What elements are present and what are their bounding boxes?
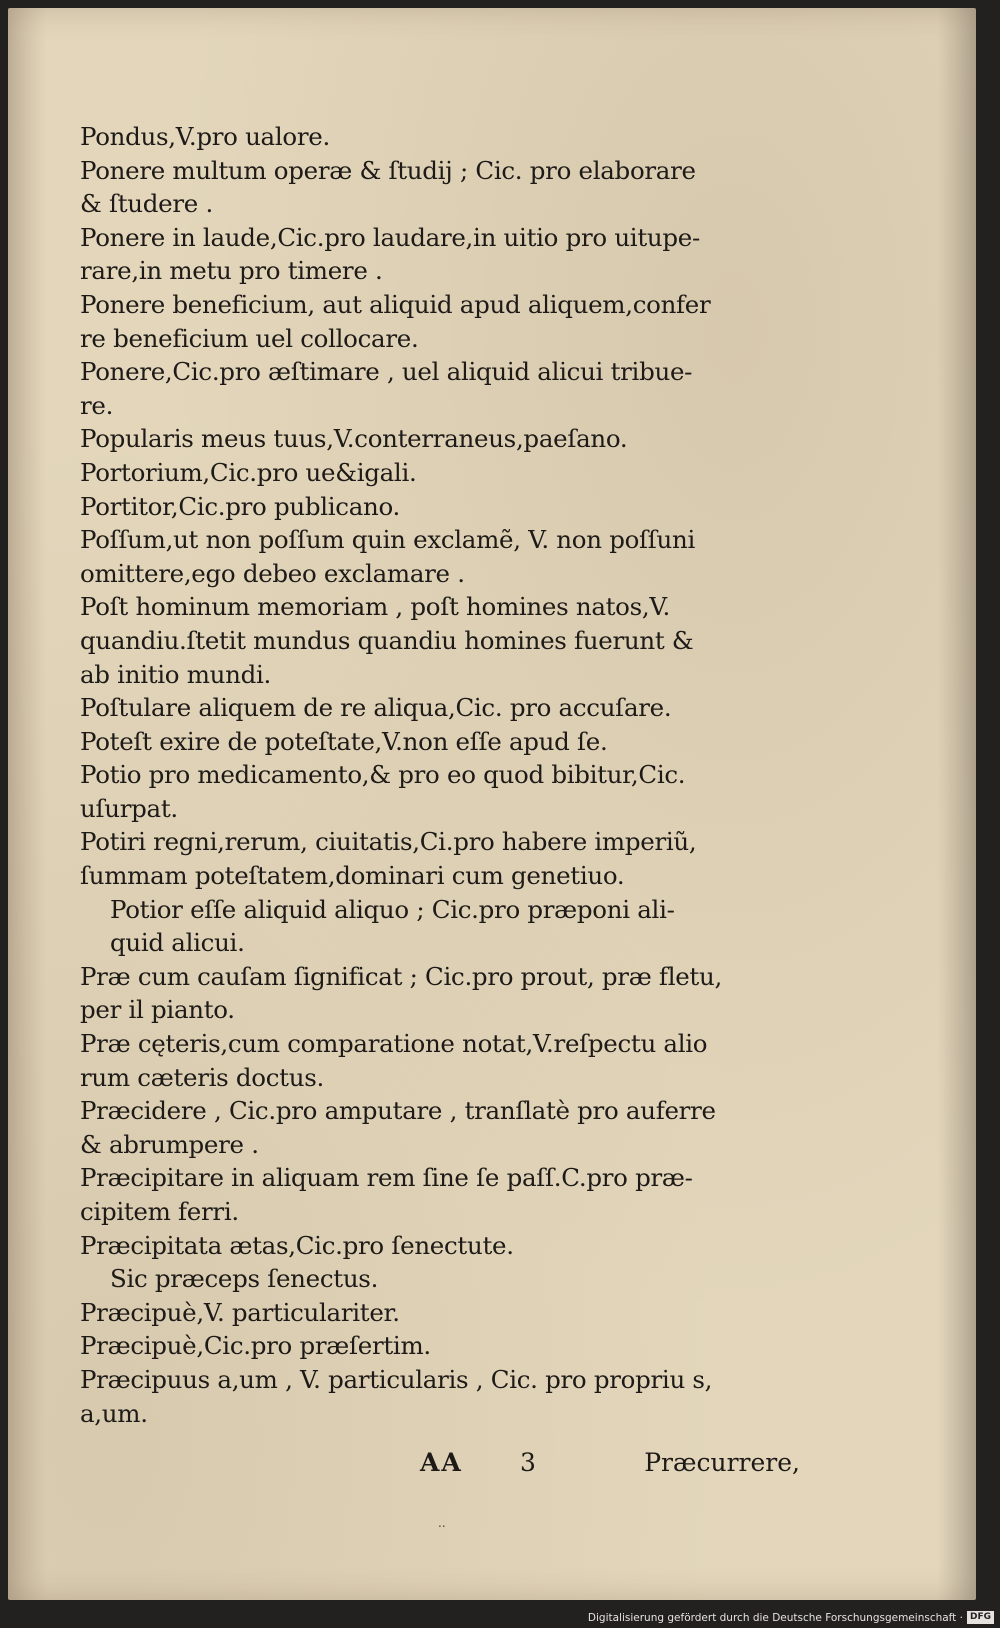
entry-line: & abrumpere .	[80, 1129, 259, 1159]
dictionary-entry	[80, 1296, 800, 1330]
signature-number: 3	[520, 1448, 536, 1477]
dictionary-entry	[80, 725, 800, 759]
attribution-text: Digitalisierung gefördert durch die Deutsche Forschungsgemeinschaft ·	[587, 1611, 963, 1624]
dictionary-entry	[80, 288, 800, 355]
entry-line: Potior eſſe aliquid aliquo ; Cic.pro præponi ali-	[110, 894, 675, 924]
dictionary-entry	[80, 1027, 800, 1094]
dictionary-entry	[80, 1229, 800, 1263]
dictionary-entry	[80, 154, 800, 221]
dictionary-entry	[80, 825, 800, 892]
catchword: Præcurrere,	[644, 1448, 800, 1477]
entry-line: cipitem ferri.	[80, 1197, 239, 1226]
entry-line: re.	[80, 390, 114, 420]
entry-line: & ſtudere .	[80, 189, 213, 219]
entry-line: Præcipitata ætas,Cic.pro ſenectute.	[80, 1230, 514, 1260]
entry-line: Pondus,V.pro ualore.	[80, 122, 330, 151]
signature-mark: AA	[420, 1448, 463, 1477]
dictionary-entry	[80, 590, 800, 691]
dictionary-entry	[80, 221, 800, 288]
dictionary-entry	[80, 1161, 800, 1228]
entry-line: quid alicui.	[110, 928, 245, 958]
entry-line: a,um.	[80, 1398, 148, 1428]
dictionary-entry	[80, 893, 800, 960]
page-footer	[80, 1448, 800, 1488]
dfg-logo: DFG	[967, 1611, 994, 1624]
page-mark: ..	[438, 1516, 446, 1530]
dictionary-entry	[80, 422, 800, 456]
entry-line: Præ cęteris,cum comparatione notat,V.reſpectu alio	[80, 1029, 708, 1059]
entry-line: rare,in metu pro timere .	[80, 256, 383, 286]
dictionary-entry	[80, 120, 800, 154]
dictionary-entry	[80, 758, 800, 825]
entry-line: Ponere beneficium, aut aliquid apud aliquem,confer	[80, 289, 711, 319]
entry-line: Sic præceps ſenectus.	[110, 1264, 379, 1294]
entry-line: Potio pro medicamento,& pro eo quod bibitur,Cic.	[80, 760, 686, 790]
dictionary-entry	[80, 691, 800, 725]
entry-line: Poſt hominum memoriam , poſt homines natos,V.	[80, 592, 670, 622]
entry-line: ab initio mundi.	[80, 659, 272, 689]
entry-line: Popularis meus tuus,V.conterraneus,paeſano.	[80, 424, 628, 454]
entry-line: Poſſum,ut non poſſum quin exclamẽ, V. non poſſuni	[80, 525, 696, 555]
entry-line: uſurpat.	[80, 793, 178, 823]
entry-line: ſummam poteſtatem,dominari cum genetiuo.	[80, 861, 625, 891]
entry-line: Portorium,Cic.pro ue&igali.	[80, 457, 417, 487]
entry-line: Præcipuè,V. particulariter.	[80, 1297, 400, 1327]
dictionary-entry	[80, 960, 800, 1027]
attribution-bar	[588, 1611, 994, 1624]
entry-line: re beneficium uel collocare.	[80, 323, 419, 353]
entry-line: Potiri regni,rerum, ciuitatis,Ci.pro habere imperiũ,	[80, 827, 697, 857]
entry-line: omittere,ego debeo exclamare .	[80, 558, 465, 588]
entry-line: quandiu.ſtetit mundus quandiu homines fuerunt &	[80, 625, 694, 655]
dictionary-text	[80, 120, 800, 1430]
dictionary-entry	[80, 1262, 800, 1296]
entry-line: Præcidere , Cic.pro amputare , tranſlatè pro auferre	[80, 1096, 716, 1126]
entry-line: Præcipuus a,um , V. particularis , Cic. pro propriu s,	[80, 1364, 713, 1394]
dictionary-entry	[80, 1094, 800, 1161]
dictionary-entry	[80, 523, 800, 590]
entry-line: rum cæteris doctus.	[80, 1062, 324, 1092]
entry-line: Præ cum cauſam ſignificat ; Cic.pro prout, præ fletu,	[80, 961, 722, 991]
book-page	[8, 8, 976, 1600]
entry-line: Ponere in laude,Cic.pro laudare,in uitio pro uitupe-	[80, 222, 700, 252]
entry-line: Portitor,Cic.pro publicano.	[80, 491, 400, 521]
entry-line: Præcipitare in aliquam rem ſine ſe paſſ.C.pro præ-	[80, 1163, 693, 1193]
entry-line: Poſtulare aliquem de re aliqua,Cic. pro accuſare.	[80, 693, 672, 723]
dictionary-entry	[80, 456, 800, 490]
entry-line: Præcipuè,Cic.pro præſertim.	[80, 1331, 431, 1361]
entry-line: Ponere,Cic.pro æſtimare , uel aliquid alicui tribue-	[80, 357, 693, 387]
dictionary-entry	[80, 490, 800, 524]
entry-line: Poteſt exire de poteſtate,V.non eſſe apud ſe.	[80, 726, 608, 756]
dictionary-entry	[80, 1363, 800, 1430]
dictionary-entry	[80, 1329, 800, 1363]
entry-line: per il pianto.	[80, 995, 235, 1025]
dictionary-entry	[80, 355, 800, 422]
entry-line: Ponere multum operæ & ſtudij ; Cic. pro elaborare	[80, 155, 696, 185]
